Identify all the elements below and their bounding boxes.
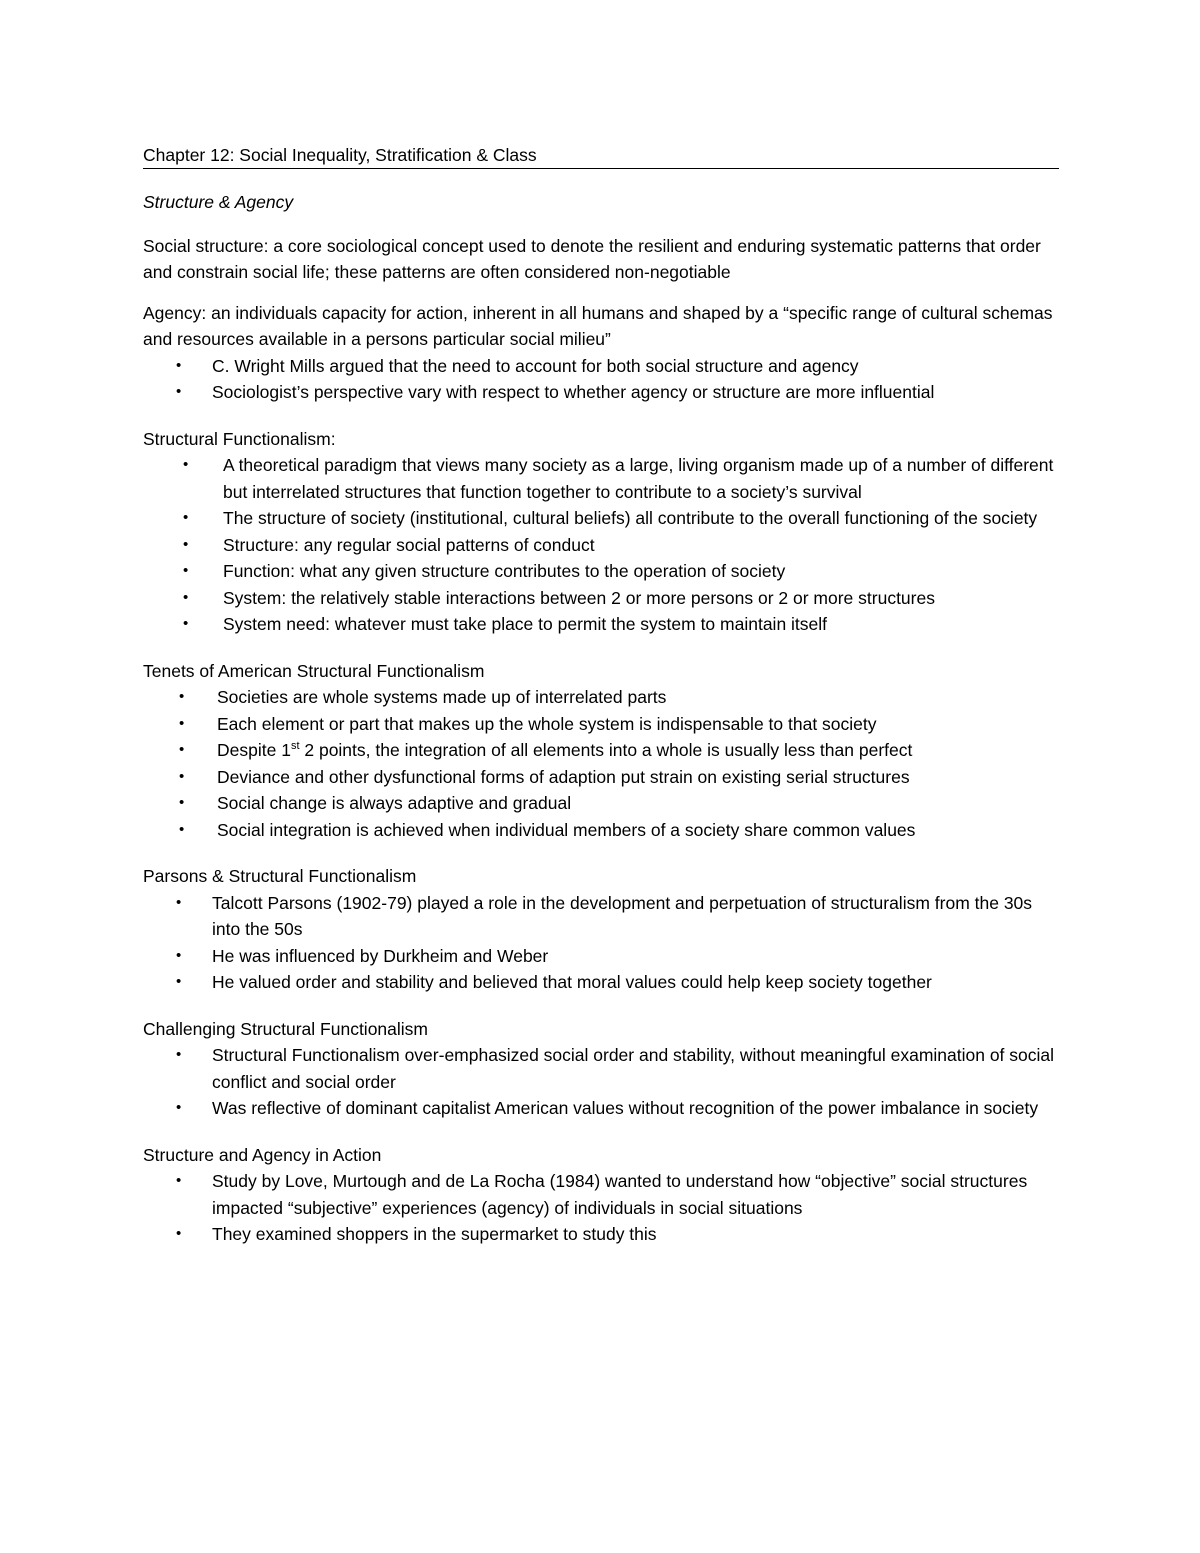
list-item	[143, 532, 1059, 559]
list-item-text: The structure of society (institutional, cultural beliefs) all contribute to the overall functioning of the society	[223, 508, 1038, 528]
structural-functionalism-section	[143, 426, 1059, 638]
list-item-text: System: the relatively stable interactions between 2 or more persons or 2 or more structures	[223, 587, 935, 608]
bullet-icon: •	[183, 509, 189, 526]
bullet-icon: •	[179, 767, 185, 785]
bullet-icon: •	[183, 588, 189, 606]
list-item-text: A theoretical paradigm that views many society as a large, living organism made up of a number of different but interrelated structures that function together to contribute to a society’s survival	[223, 455, 1054, 502]
list-item	[143, 790, 1059, 817]
list-item-text: Structure: any regular social patterns of conduct	[223, 534, 595, 555]
list-item	[143, 452, 1059, 505]
bullet-icon: •	[179, 741, 185, 758]
list-item	[143, 1221, 1059, 1248]
agency-section	[143, 300, 1059, 406]
list-item-text: He was influenced by Durkheim and Weber	[212, 945, 549, 966]
list-item-text: Was reflective of dominant capitalist American values without recognition of the power imbalance in society	[212, 1098, 1039, 1118]
bullet-icon: •	[176, 383, 182, 400]
title-divider	[143, 168, 1059, 169]
bullet-icon: •	[176, 893, 182, 911]
document-page	[143, 142, 1059, 1268]
structural-functionalism-list	[143, 452, 1059, 638]
list-item-text: They examined shoppers in the supermarket to study this	[212, 1224, 657, 1244]
list-item	[143, 353, 1059, 380]
bullet-icon: •	[183, 615, 189, 632]
list-item-text: System need: whatever must take place to permit the system to maintain itself	[223, 614, 828, 634]
bullet-icon: •	[176, 946, 182, 964]
list-item-text: C. Wright Mills argued that the need to account for both social structure and agency	[212, 355, 859, 376]
list-item	[143, 1168, 1059, 1221]
section-heading: Structural Functionalism:	[143, 428, 336, 449]
list-item	[143, 379, 1059, 406]
list-item	[143, 611, 1059, 638]
section-heading: Challenging Structural Functionalism	[143, 1018, 428, 1039]
tenets-section	[143, 658, 1059, 844]
bullet-icon: •	[179, 820, 185, 838]
list-item-text: He valued order and stability and believed that moral values could help keep society together	[212, 972, 932, 992]
list-item	[143, 558, 1059, 585]
parsons-section	[143, 863, 1059, 996]
challenging-list	[143, 1042, 1059, 1122]
page-title: Chapter 12: Social Inequality, Stratification & Class	[143, 145, 537, 165]
list-item	[143, 943, 1059, 970]
bullet-icon: •	[176, 1225, 182, 1242]
bullet-icon: •	[183, 535, 189, 553]
list-item-text: Study by Love, Murtough and de La Rocha (1984) wanted to understand how “objective” social structures impacted “subjective” experiences (agency) of individuals in social situations	[212, 1171, 1028, 1218]
list-item-text: Talcott Parsons (1902-79) played a role in the development and perpetuation of structuralism from the 30s into the 50s	[212, 892, 1033, 939]
structure-agency-action-section	[143, 1142, 1059, 1248]
list-item	[143, 969, 1059, 996]
list-item	[143, 711, 1059, 738]
ordinal-suffix: st	[290, 740, 300, 753]
bullet-icon: •	[176, 1099, 182, 1116]
section-heading: Parsons & Structural Functionalism	[143, 866, 417, 886]
list-item	[143, 505, 1059, 532]
bullet-icon: •	[183, 456, 189, 473]
bullet-icon: •	[179, 688, 185, 705]
text-fragment: Despite 1	[217, 740, 291, 760]
list-item	[143, 1042, 1059, 1095]
list-item-text: Social integration is achieved when individual members of a society share common values	[217, 819, 916, 840]
bullet-icon: •	[179, 714, 185, 732]
tenets-list	[143, 684, 1059, 843]
parsons-list	[143, 890, 1059, 996]
list-item	[143, 764, 1059, 791]
agency-definition: Agency: an individuals capacity for action, inherent in all humans and shaped by a “specific range of cultural schemas and resources available in a persons particular social milieu”	[143, 302, 1053, 349]
list-item-text: Each element or part that makes up the whole system is indispensable to that society	[217, 713, 877, 734]
social-structure-definition: Social structure: a core sociological concept used to denote the resilient and enduring systematic patterns that order and constrain social life; these patterns are often considered non-negotiable	[143, 235, 1041, 282]
list-item-text: Societies are whole systems made up of interrelated parts	[217, 687, 667, 707]
bullet-icon: •	[183, 562, 189, 579]
list-item	[143, 890, 1059, 943]
challenging-section	[143, 1016, 1059, 1122]
bullet-icon: •	[176, 1046, 182, 1063]
text-fragment: 2 points, the integration of all elements into a whole is usually less than perfect	[299, 740, 913, 760]
list-item-text: Structural Functionalism over-emphasized social order and stability, without meaningful examination of social conflict and social order	[212, 1045, 1055, 1092]
bullet-icon: •	[176, 1172, 182, 1189]
section-subtitle: Structure & Agency	[143, 192, 294, 212]
bullet-icon: •	[179, 794, 185, 811]
section-heading: Tenets of American Structural Functionalism	[143, 660, 485, 681]
list-item	[143, 1095, 1059, 1122]
list-item-text: Social change is always adaptive and gradual	[217, 793, 572, 813]
list-item-text: Deviance and other dysfunctional forms of adaption put strain on existing serial structures	[217, 766, 910, 787]
bullet-icon: •	[176, 973, 182, 990]
list-item-text: Function: what any given structure contributes to the operation of society	[223, 561, 786, 581]
agency-bullet-list	[143, 353, 1059, 406]
list-item-text: Sociologist’s perspective vary with respect to whether agency or structure are more influential	[212, 382, 935, 402]
list-item-text	[217, 740, 912, 760]
bullet-icon: •	[176, 356, 182, 374]
section-heading: Structure and Agency in Action	[143, 1144, 382, 1165]
action-list	[143, 1168, 1059, 1248]
list-item	[143, 737, 1059, 764]
list-item	[143, 684, 1059, 711]
list-item	[143, 817, 1059, 844]
list-item	[143, 585, 1059, 612]
